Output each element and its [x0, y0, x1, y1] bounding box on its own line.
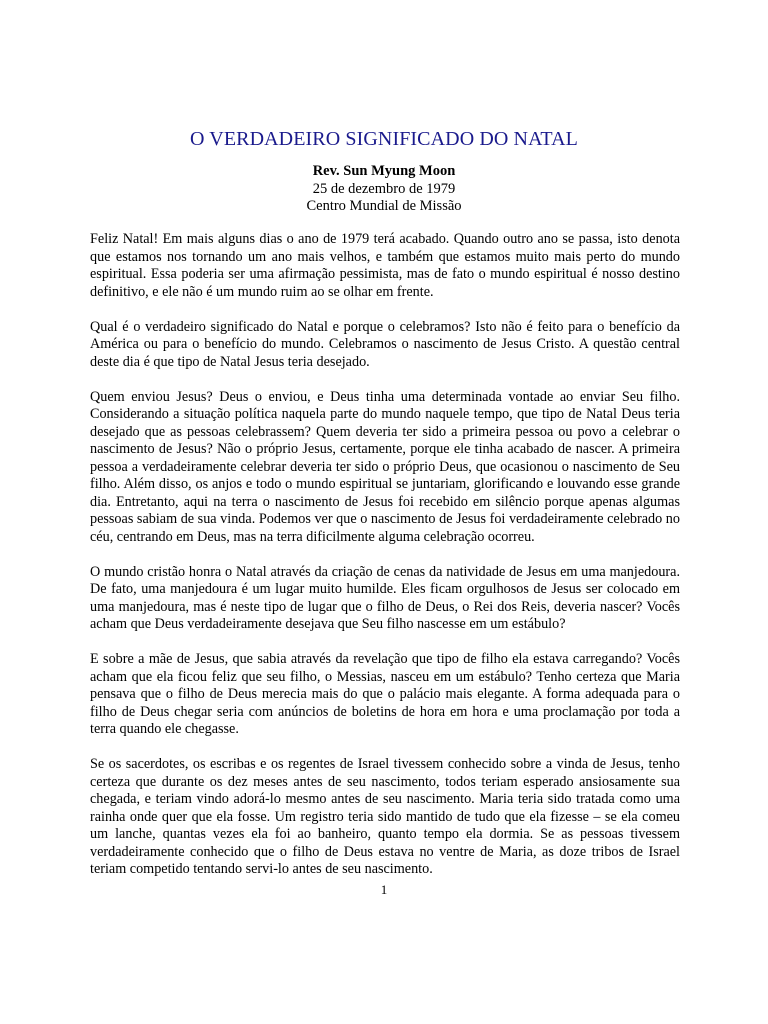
author-name: Rev. Sun Myung Moon — [312, 163, 456, 179]
paragraph: Se os sacerdotes, os escribas e os regentes de Israel tivessem conhecido sobre a vinda de Jesus, tenho certeza que durante os dez meses antes de seu nascimento, todos teriam esperado ansiosamente sua chegada, e teriam vindo adorá-lo mesmo antes de seu nascimento. Maria teria sido tratada como uma rainha onde quer que ela fosse. Um registro teria sido mantido de tudo que ela fizesse – se ela comeu um lanche, quantas vezes ela foi ao banheiro, quanto tempo ela dormia. Se as pessoas tivessem verdadeiramente conhecido que o filho de Deus estava no ventre de Maria, as doze tribos de Israel teriam competido tentando servi-lo antes de seu nascimento. — [90, 756, 680, 877]
paragraph: Quem enviou Jesus? Deus o enviou, e Deus tinha uma determinada vontade ao enviar Seu filho. Considerando a situação política naquela parte do mundo naquele tempo, que tipo de Natal Deus teria desejado que as pessoas celebrassem? Quem deveria ter sido a primeira pessoa ou povo a celebrar o nascimento de Jesus? Não o próprio Jesus, certamente, porque ele tinha acabado de nascer. A primeira pessoa a verdadeiramente celebrar deveria ter sido o próprio Deus, que ocasionou o nascimento de Seu filho. Além disso, os anjos e todo o mundo espiritual se juntariam, glorificando e louvando esse grande dia. Entretanto, aqui na terra o nascimento de Jesus foi recebido em silêncio porque apenas algumas pessoas sabiam de sua vinda. Podemos ver que o nascimento de Jesus foi verdadeiramente celebrado no céu, centrando em Deus, mas na terra dificilmente alguma celebração ocorreu. — [90, 388, 680, 545]
page-number: 1 — [380, 882, 388, 897]
paragraph: Qual é o verdadeiro significado do Natal e porque o celebramos? Isto não é feito para o benefício da América ou para o benefício do mundo. Celebramos o nascimento de Jesus Cristo. A questão central deste dia é que tipo de Natal Jesus teria desejado. — [90, 318, 680, 370]
paragraph: O mundo cristão honra o Natal através da criação de cenas da natividade de Jesus em uma manjedoura. De fato, uma manjedoura é um lugar muito humilde. Eles ficam orgulhosos de Jesus ser colocado em uma manjedoura, mas é neste tipo de lugar que o filho de Deus, o Rei dos Reis, deveria nascer? Vocês acham que Deus verdadeiramente desejava que Seu filho nascesse em um estábulo? — [90, 563, 680, 632]
document-date: 25 de dezembro de 1979 — [312, 180, 456, 197]
document-body — [90, 231, 680, 896]
document-location: Centro Mundial de Missão — [306, 198, 462, 214]
document-header — [0, 163, 768, 216]
paragraph: Feliz Natal! Em mais alguns dias o ano de 1979 terá acabado. Quando outro ano se passa, isto denota que estamos nos tornando um ano mais velhos, e também que estamos muito mais perto do mundo espiritual. Essa poderia ser uma afirmação pessimista, mas de fato o mundo espiritual é nosso destino definitivo, e ele não é um mundo ruim ao se olhar em frente. — [90, 231, 680, 300]
document-title: O VERDADEIRO SIGNIFICADO DO NATAL — [190, 128, 578, 150]
paragraph: E sobre a mãe de Jesus, que sabia através da revelação que tipo de filho ela estava carregando? Vocês acham que ela ficou feliz que seu filho, o Messias, nasceu em um estábulo? Tenho certeza que Maria pensava que o filho de Deus merecia mais do que o palácio mais elegante. A forma adequada para o filho de Deus chegar seria com anúncios de boletins de hora em hora e uma proclamação por toda a terra quando ele chegasse. — [90, 651, 680, 737]
